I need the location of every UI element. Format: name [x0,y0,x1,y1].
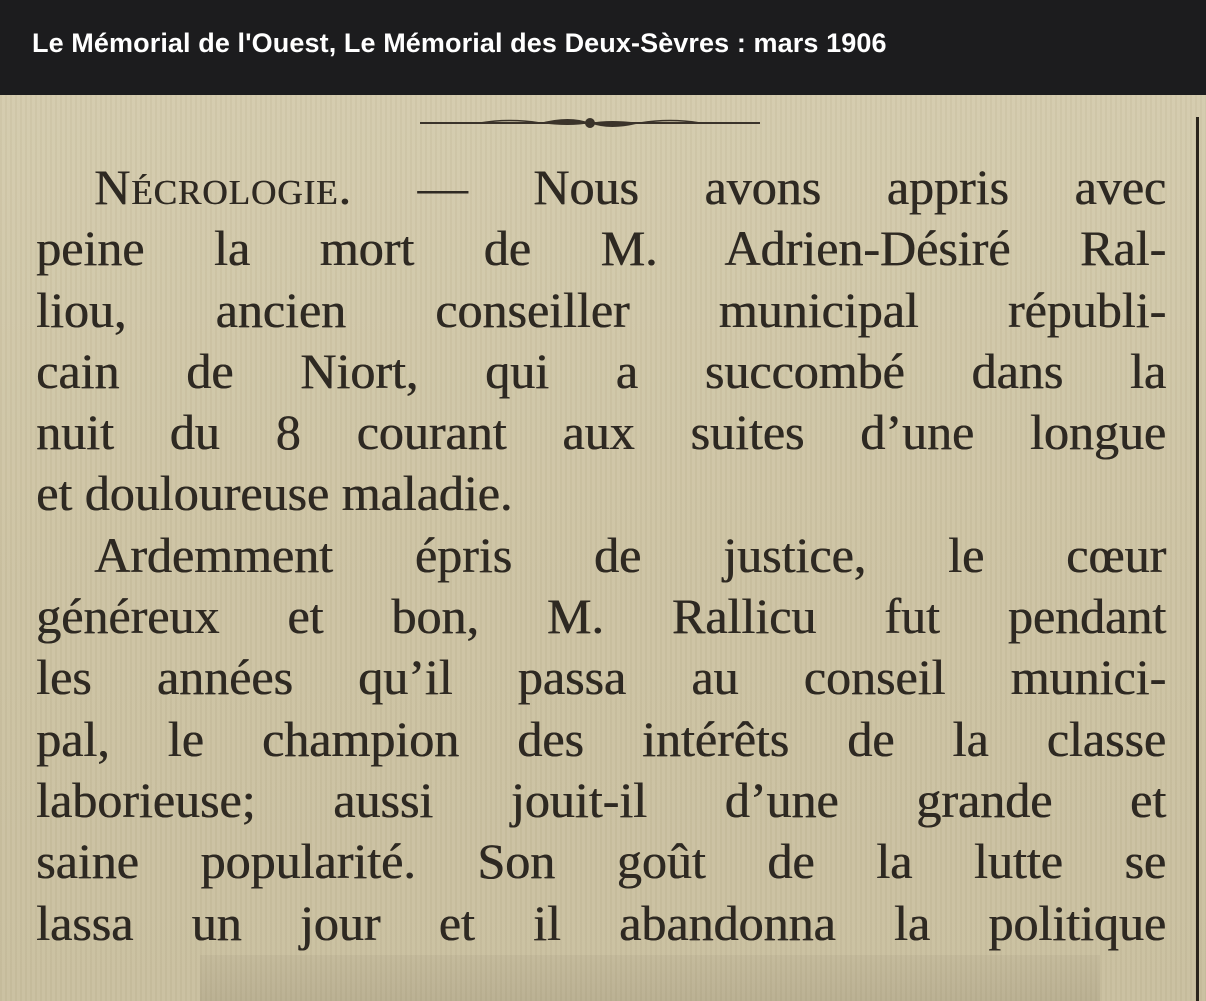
article-line: pal, le champion des intérêts de la classe [36,710,1166,767]
article-line: Ardemment épris de justice, le cœur [94,526,1166,583]
article-line: lassa un jour et il abandonna la politique [36,894,1166,951]
article-line: laborieuse; aussi jouit-il d’une grande et [36,771,1166,828]
article-line-text: — Nous avons appris avec [351,159,1166,215]
article-line: peine la mort de M. Adrien-Désiré Ral- [36,220,1166,277]
ornament-rule-icon [420,113,760,133]
cut-off-next-line [200,955,1100,1001]
article-line: cain de Niort, qui a succombé dans la [36,342,1166,399]
newspaper-scan [0,95,1206,1001]
article-line [36,157,1166,218]
article-line: liou, ancien conseiller municipal républi- [36,281,1166,338]
viewer-title-bar [0,0,1206,95]
article-line: et douloureuse maladie. [36,465,513,522]
article-body [36,157,1166,954]
article-line: saine popularité. Son goût de la lutte se [36,833,1166,890]
article-heading: Nécrologie. [94,159,352,215]
article-line: nuit du 8 courant aux suites d’une longue [36,404,1166,461]
document-title: Le Mémorial de l'Ouest, Le Mémorial des Deux-Sèvres : mars 1906 [32,28,887,58]
column-divider [1196,117,1199,1001]
article-line: les années qu’il passa au conseil munici- [36,649,1166,706]
article-line: généreux et bon, M. Rallicu fut pendant [36,588,1166,645]
